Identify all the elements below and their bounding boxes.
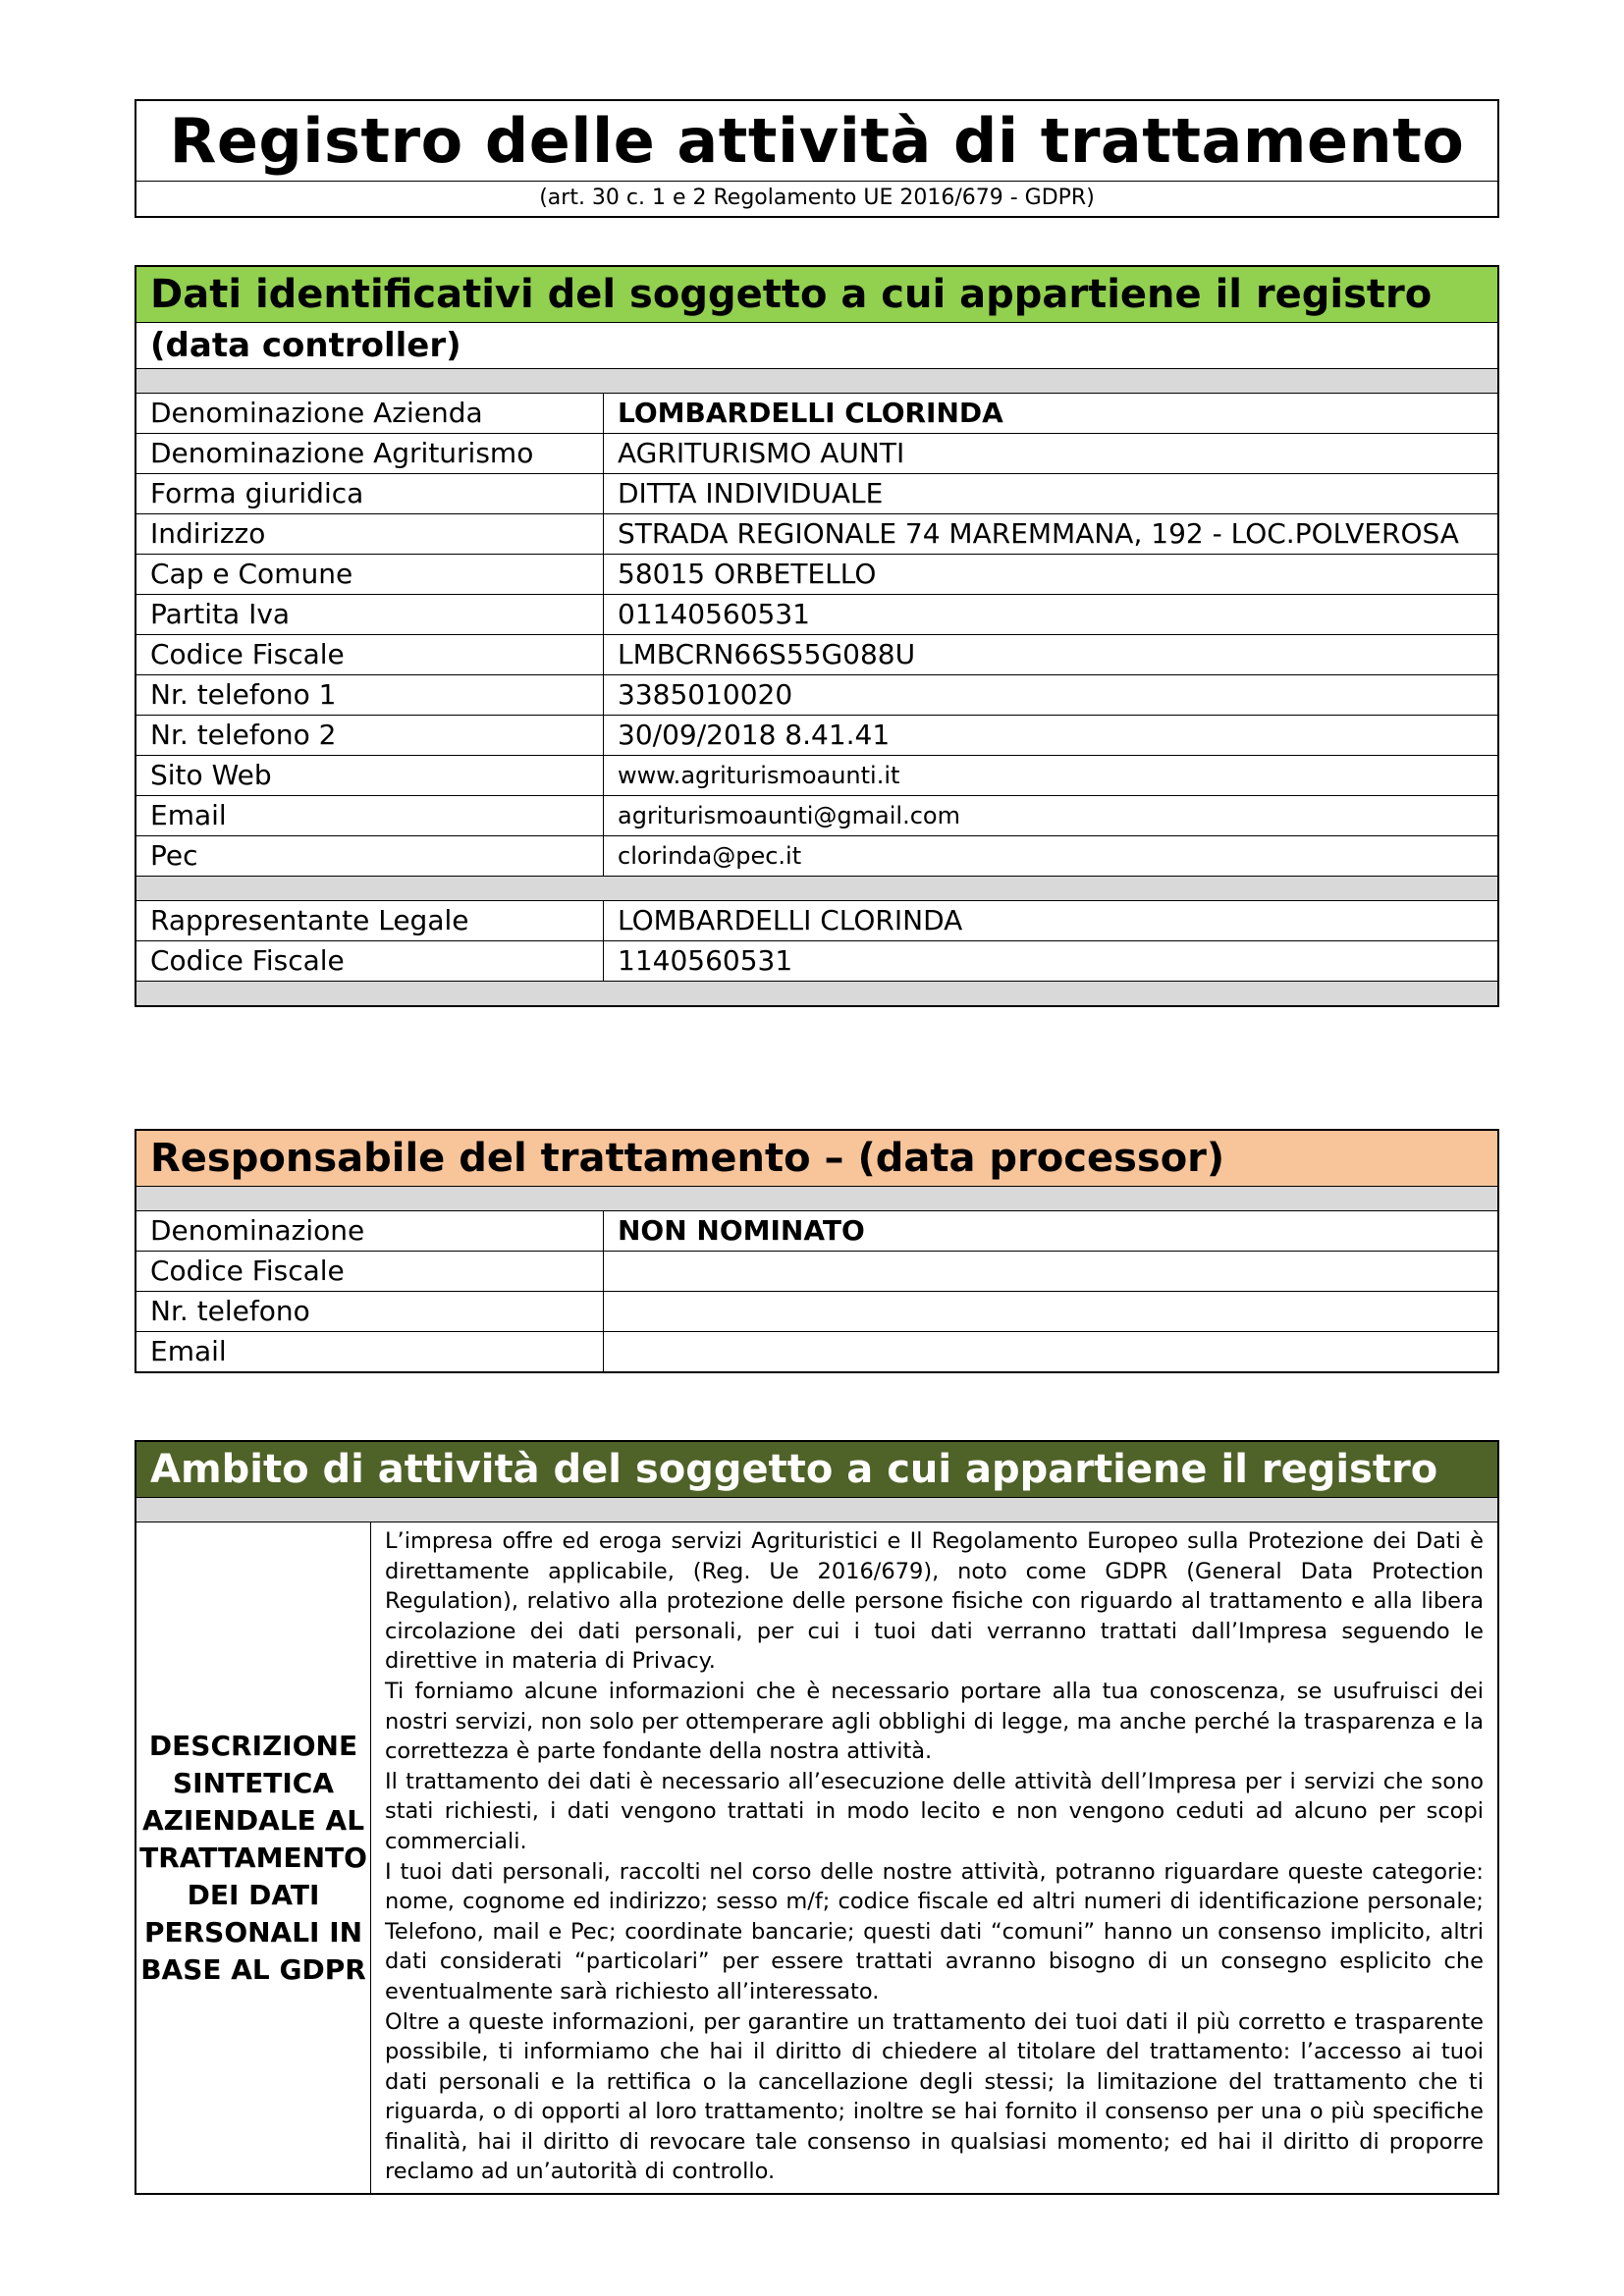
table-row — [136, 836, 1497, 877]
ambito-body — [136, 1522, 1497, 2193]
ambito-description — [371, 1522, 1497, 2193]
field-label: Nr. telefono — [136, 1292, 604, 1332]
table-row — [136, 941, 1497, 982]
field-value — [604, 1292, 1498, 1332]
field-label: Denominazione Agriturismo — [136, 434, 604, 474]
table-row — [136, 514, 1497, 555]
ambito-heading: Ambito di attività del soggetto a cui appartiene il registro — [136, 1442, 1497, 1498]
field-label: Indirizzo — [136, 514, 604, 555]
field-label: Denominazione Azienda — [136, 394, 604, 434]
section-divider — [136, 1498, 1497, 1522]
field-label: Codice Fiscale — [136, 941, 604, 982]
field-label: Denominazione — [136, 1211, 604, 1252]
table-row — [136, 901, 1497, 941]
processor-table — [136, 1211, 1497, 1371]
field-value: 3385010020 — [604, 675, 1498, 716]
description-paragraph: Il trattamento dei dati è necessario all’esecuzione delle attività dell’Impresa per i servizi che sono stati richiesti, i dati vengono trattati in modo lecito e non vengono ceduti ad alcuno per scopi commerciali. — [385, 1768, 1484, 1854]
controller-heading: Dati identificativi del soggetto a cui appartiene il registro — [136, 267, 1497, 323]
table-row — [136, 474, 1497, 514]
section-divider — [136, 1187, 1497, 1211]
field-label: Sito Web — [136, 756, 604, 796]
table-row — [136, 756, 1497, 796]
section-divider — [136, 877, 1497, 901]
field-label: Cap e Comune — [136, 555, 604, 595]
field-value: 30/09/2018 8.41.41 — [604, 716, 1498, 756]
field-value: LMBCRN66S55G088U — [604, 635, 1498, 675]
table-row — [136, 595, 1497, 635]
document-title: Registro delle attività di trattamento — [136, 101, 1497, 182]
table-row — [136, 434, 1497, 474]
field-label: Email — [136, 1332, 604, 1372]
table-row — [136, 1332, 1497, 1372]
ambito-label: DESCRIZIONE SINTETICA AZIENDALE AL TRATTAMENTO DEI DATI PERSONALI IN BASE AL GDPR — [136, 1522, 371, 2193]
field-label: Nr. telefono 2 — [136, 716, 604, 756]
processor-section — [135, 1129, 1499, 1373]
title-box — [135, 99, 1499, 218]
field-value: AGRITURISMO AUNTI — [604, 434, 1498, 474]
field-value: STRADA REGIONALE 74 MAREMMANA, 192 - LOC.POLVEROSA — [604, 514, 1498, 555]
description-paragraph: I tuoi dati personali, raccolti nel corso delle nostre attività, potranno riguardare queste categorie: nome, cognome ed indirizzo; sesso m/f; codice fiscale ed altri numeri di identificazione personale; Telefono, mail e Pec; coordinate bancarie; questi dati “comuni” hanno un consenso implicito, altri dati considerati “particolari” per essere trattati avranno bisogno di un consegno esplicito che eventualmente sarà richiesto all’interessato. — [385, 1858, 1484, 2004]
field-label: Partita Iva — [136, 595, 604, 635]
table-row — [136, 716, 1497, 756]
field-value: 1140560531 — [604, 941, 1498, 982]
field-value: 01140560531 — [604, 595, 1498, 635]
website-link[interactable]: www.agriturismoaunti.it — [604, 756, 1498, 796]
field-value: DITTA INDIVIDUALE — [604, 474, 1498, 514]
document-subtitle: (art. 30 c. 1 e 2 Regolamento UE 2016/679 - GDPR) — [539, 186, 1095, 210]
controller-subheading: (data controller) — [136, 323, 1497, 369]
description-paragraph: Oltre a queste informazioni, per garantire un trattamento dei tuoi dati il più corretto e trasparente possibile, ti informiamo che hai il diritto di chiedere al titolare del trattamento: l’accesso ai tuoi dati personali e la rettifica o la cancellazione degli stessi; la limitazione del trattamento che ti riguarda, o di opporti al loro trattamento; inoltre se hai fornito il consenso per una o più specifiche finalità, hai il diritto di revocare tale consenso in qualsiasi momento; ed hai il diritto di proporre reclamo ad un’autorità di controllo. — [385, 2008, 1484, 2185]
field-value: LOMBARDELLI CLORINDA — [604, 901, 1498, 941]
field-value — [604, 1252, 1498, 1292]
section-divider — [136, 369, 1497, 394]
table-row — [136, 1211, 1497, 1252]
table-row — [136, 796, 1497, 836]
field-label: Nr. telefono 1 — [136, 675, 604, 716]
field-value: LOMBARDELLI CLORINDA — [604, 394, 1498, 434]
description-paragraph: Ti forniamo alcune informazioni che è necessario portare alla tua conoscenza, se usufruisci dei nostri servizi, non solo per ottemperare agli obblighi di legge, ma anche perché la trasparenza e la correttezza è parte fondante della nostra attività. — [385, 1678, 1484, 1765]
table-row — [136, 394, 1497, 434]
field-value: 58015 ORBETELLO — [604, 555, 1498, 595]
table-row — [136, 1292, 1497, 1332]
section-divider — [136, 982, 1497, 1005]
ambito-section — [135, 1440, 1499, 2195]
processor-heading: Responsabile del trattamento – (data processor) — [136, 1131, 1497, 1187]
table-row — [136, 1252, 1497, 1292]
table-row — [136, 555, 1497, 595]
field-label: Rappresentante Legale — [136, 901, 604, 941]
controller-table — [136, 394, 1497, 877]
field-label: Codice Fiscale — [136, 635, 604, 675]
description-paragraph: L’impresa offre ed eroga servizi Agrituristici e Il Regolamento Europeo sulla Protezione dei Dati è direttamente applicabile, (Reg. Ue 2016/679), noto come GDPR (General Data Protection Regulation), relativo alla protezione delle persone fisiche con riguardo al trattamento e alla libera circolazione dei dati personali, per cui i tuoi dati verranno trattati dall’Impresa seguendo le direttive in materia di Privacy. — [385, 1528, 1484, 1675]
email-link[interactable]: agriturismoaunti@gmail.com — [604, 796, 1498, 836]
field-label: Forma giuridica — [136, 474, 604, 514]
field-value — [604, 1332, 1498, 1372]
field-label: Codice Fiscale — [136, 1252, 604, 1292]
table-row — [136, 675, 1497, 716]
pec-link[interactable]: clorinda@pec.it — [604, 836, 1498, 877]
field-label: Email — [136, 796, 604, 836]
field-label: Pec — [136, 836, 604, 877]
field-value: NON NOMINATO — [604, 1211, 1498, 1252]
legal-rep-table — [136, 901, 1497, 982]
controller-section — [135, 265, 1499, 1007]
table-row — [136, 635, 1497, 675]
